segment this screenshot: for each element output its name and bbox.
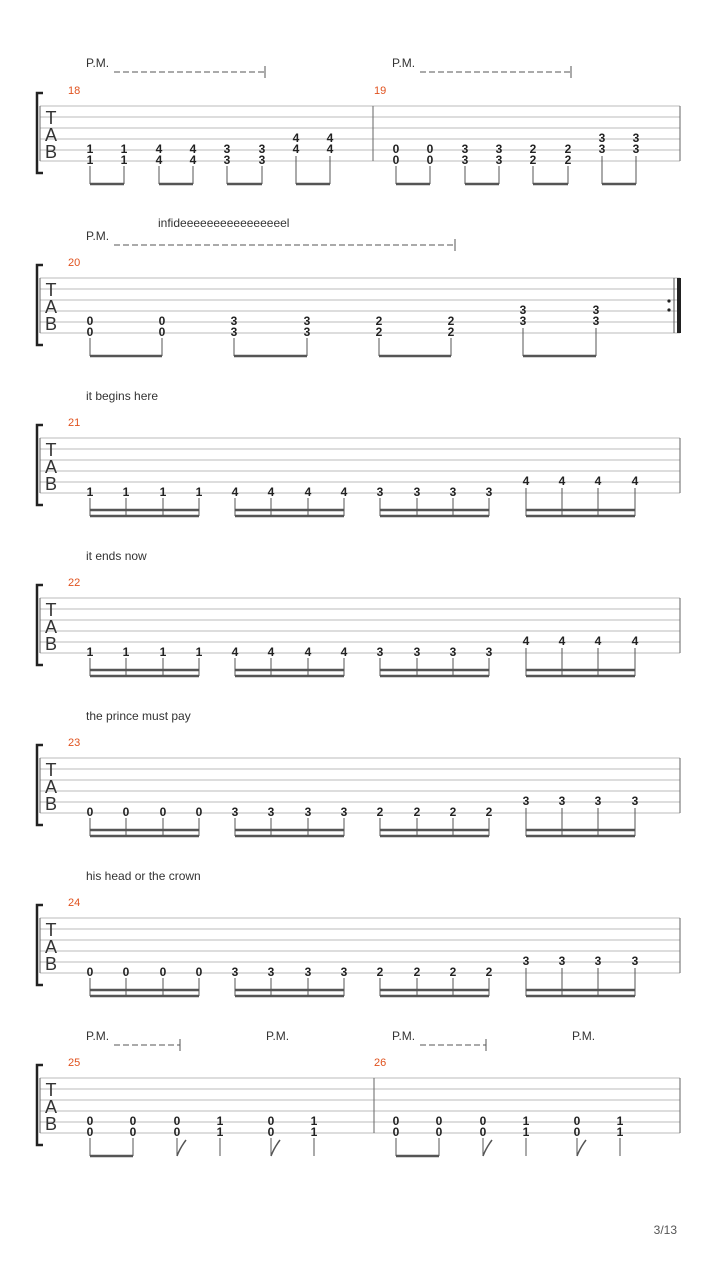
fret-number: 0 bbox=[122, 805, 130, 819]
tab-clef-b: B bbox=[44, 794, 58, 814]
rhythm-beams bbox=[90, 156, 636, 184]
fret-number: 0 bbox=[173, 1114, 181, 1128]
fret-number: 3 bbox=[303, 325, 311, 339]
fret-number: 4 bbox=[304, 645, 312, 659]
repeat-end-barline bbox=[667, 278, 681, 333]
fret-number: 4 bbox=[326, 131, 334, 145]
fret-number: 1 bbox=[120, 142, 128, 156]
fret-number: 2 bbox=[485, 805, 493, 819]
measure-21-notes bbox=[87, 474, 639, 499]
fret-number: 4 bbox=[340, 645, 348, 659]
measure-24-notes bbox=[87, 954, 639, 979]
lyric-text: it begins here bbox=[86, 389, 159, 403]
fret-number: 3 bbox=[303, 314, 311, 328]
fret-number: 0 bbox=[267, 1114, 275, 1128]
staff-lines bbox=[40, 106, 680, 161]
fret-number: 2 bbox=[449, 805, 457, 819]
fret-number: 0 bbox=[158, 325, 166, 339]
fret-number: 0 bbox=[392, 1125, 400, 1139]
fret-number: 3 bbox=[231, 965, 239, 979]
fret-number: 3 bbox=[413, 485, 421, 499]
tab-clef-t: T bbox=[45, 108, 57, 128]
eighth-note-flags bbox=[177, 1140, 586, 1156]
rhythm-beams bbox=[90, 648, 635, 676]
fret-number: 4 bbox=[304, 485, 312, 499]
fret-number: 3 bbox=[631, 794, 639, 808]
tab-clef-b: B bbox=[44, 142, 58, 162]
fret-number: 2 bbox=[447, 325, 455, 339]
fret-number: 2 bbox=[449, 965, 457, 979]
fret-number: 1 bbox=[159, 485, 167, 499]
measure-number: 19 bbox=[374, 85, 387, 97]
fret-number: 2 bbox=[375, 325, 383, 339]
fret-number: 0 bbox=[86, 965, 94, 979]
fret-number: 1 bbox=[616, 1114, 624, 1128]
measure-23-notes bbox=[87, 794, 639, 819]
tab-clef-b: B bbox=[44, 954, 58, 974]
system-5 bbox=[37, 709, 680, 836]
fret-number: 0 bbox=[267, 1125, 275, 1139]
fret-number: 0 bbox=[86, 1114, 94, 1128]
fret-number: 3 bbox=[449, 485, 457, 499]
fret-number: 0 bbox=[195, 805, 203, 819]
fret-number: 3 bbox=[495, 153, 503, 167]
fret-number: 4 bbox=[631, 474, 639, 488]
palm-mute-label: P.M. bbox=[86, 229, 110, 243]
fret-number: 0 bbox=[573, 1125, 581, 1139]
fret-number: 4 bbox=[292, 131, 300, 145]
tab-clef-t: T bbox=[45, 1080, 57, 1100]
fret-number: 3 bbox=[267, 805, 275, 819]
fret-number: 2 bbox=[376, 965, 384, 979]
fret-number: 4 bbox=[189, 142, 197, 156]
fret-number: 1 bbox=[310, 1125, 318, 1139]
fret-number: 4 bbox=[267, 485, 275, 499]
fret-number: 3 bbox=[304, 805, 312, 819]
fret-number: 4 bbox=[155, 142, 163, 156]
palm-mute-label: P.M. bbox=[86, 1029, 110, 1043]
fret-number: 2 bbox=[564, 142, 572, 156]
fret-number: 3 bbox=[592, 314, 600, 328]
fret-number: 3 bbox=[258, 142, 266, 156]
fret-number: 1 bbox=[86, 142, 94, 156]
measure-22-notes bbox=[87, 634, 639, 659]
fret-number: 0 bbox=[86, 314, 94, 328]
system-1 bbox=[37, 56, 680, 184]
fret-number: 3 bbox=[558, 794, 566, 808]
system-3 bbox=[37, 389, 680, 516]
fret-number: 2 bbox=[375, 314, 383, 328]
fret-number: 3 bbox=[598, 131, 606, 145]
fret-number: 4 bbox=[340, 485, 348, 499]
fret-number: 3 bbox=[230, 314, 238, 328]
fret-number: 1 bbox=[195, 645, 203, 659]
fret-number: 1 bbox=[86, 645, 94, 659]
fret-number: 2 bbox=[485, 965, 493, 979]
fret-number: 4 bbox=[292, 142, 300, 156]
tab-clef-a: A bbox=[44, 937, 58, 957]
palm-mute-label: P.M. bbox=[266, 1029, 290, 1043]
fret-number: 3 bbox=[413, 645, 421, 659]
tab-clef-t: T bbox=[45, 600, 57, 620]
tab-clef-b: B bbox=[44, 634, 58, 654]
measure-number: 21 bbox=[68, 417, 81, 429]
fret-number: 3 bbox=[598, 142, 606, 156]
fret-number: 1 bbox=[522, 1114, 530, 1128]
fret-number: 0 bbox=[86, 325, 94, 339]
fret-number: 2 bbox=[529, 142, 537, 156]
fret-number: 3 bbox=[631, 954, 639, 968]
fret-number: 4 bbox=[594, 634, 602, 648]
fret-number: 1 bbox=[120, 153, 128, 167]
fret-number: 3 bbox=[519, 303, 527, 317]
fret-number: 1 bbox=[616, 1125, 624, 1139]
fret-number: 3 bbox=[376, 645, 384, 659]
fret-number: 1 bbox=[86, 485, 94, 499]
fret-number: 2 bbox=[564, 153, 572, 167]
tab-clef-t: T bbox=[45, 440, 57, 460]
fret-number: 3 bbox=[376, 485, 384, 499]
fret-number: 1 bbox=[86, 153, 94, 167]
fret-number: 3 bbox=[461, 153, 469, 167]
fret-number: 0 bbox=[159, 805, 167, 819]
fret-number: 3 bbox=[230, 325, 238, 339]
fret-number: 1 bbox=[216, 1125, 224, 1139]
fret-number: 3 bbox=[495, 142, 503, 156]
fret-number: 4 bbox=[326, 142, 334, 156]
fret-number: 0 bbox=[479, 1114, 487, 1128]
fret-number: 0 bbox=[158, 314, 166, 328]
measure-26-notes bbox=[393, 1114, 624, 1139]
fret-number: 4 bbox=[631, 634, 639, 648]
fret-number: 1 bbox=[195, 485, 203, 499]
tab-clef-b: B bbox=[44, 314, 58, 334]
fret-number: 3 bbox=[449, 645, 457, 659]
fret-number: 0 bbox=[392, 142, 400, 156]
fret-number: 4 bbox=[558, 634, 566, 648]
fret-number: 2 bbox=[376, 805, 384, 819]
measure-number: 23 bbox=[68, 737, 81, 749]
fret-number: 0 bbox=[392, 153, 400, 167]
fret-number: 0 bbox=[435, 1125, 443, 1139]
fret-number: 3 bbox=[485, 485, 493, 499]
tab-clef-b: B bbox=[44, 474, 58, 494]
fret-number: 0 bbox=[392, 1114, 400, 1128]
measure-19-notes bbox=[393, 131, 640, 167]
fret-number: 3 bbox=[267, 965, 275, 979]
fret-number: 0 bbox=[159, 965, 167, 979]
fret-number: 3 bbox=[461, 142, 469, 156]
palm-mute-label: P.M. bbox=[86, 56, 110, 70]
tab-clef-a: A bbox=[44, 777, 58, 797]
fret-number: 2 bbox=[447, 314, 455, 328]
measure-number: 25 bbox=[68, 1057, 81, 1069]
fret-number: 0 bbox=[122, 965, 130, 979]
fret-number: 4 bbox=[189, 153, 197, 167]
fret-number: 3 bbox=[223, 142, 231, 156]
tab-clef-t: T bbox=[45, 760, 57, 780]
fret-number: 3 bbox=[231, 805, 239, 819]
tab-clef-a: A bbox=[44, 125, 58, 145]
fret-number: 3 bbox=[223, 153, 231, 167]
fret-number: 3 bbox=[258, 153, 266, 167]
fret-number: 4 bbox=[558, 474, 566, 488]
rhythm-beams bbox=[90, 808, 635, 836]
tab-clef-a: A bbox=[44, 457, 58, 477]
system-7 bbox=[37, 1029, 680, 1156]
tab-clef-a: A bbox=[44, 617, 58, 637]
fret-number: 2 bbox=[529, 153, 537, 167]
fret-number: 3 bbox=[592, 303, 600, 317]
fret-number: 2 bbox=[413, 965, 421, 979]
tab-clef-b: B bbox=[44, 1114, 58, 1134]
fret-number: 3 bbox=[594, 794, 602, 808]
fret-number: 4 bbox=[155, 153, 163, 167]
fret-number: 4 bbox=[267, 645, 275, 659]
staff-lines bbox=[40, 278, 680, 333]
palm-mute-label: P.M. bbox=[572, 1029, 596, 1043]
system-6 bbox=[37, 869, 680, 996]
staff-lines bbox=[40, 598, 680, 653]
lyric-text: it ends now bbox=[86, 549, 147, 563]
fret-number: 3 bbox=[522, 954, 530, 968]
palm-mute-label: P.M. bbox=[392, 56, 416, 70]
fret-number: 3 bbox=[340, 965, 348, 979]
fret-number: 1 bbox=[522, 1125, 530, 1139]
tab-clef-a: A bbox=[44, 297, 58, 317]
page-number: 3/13 bbox=[653, 1223, 677, 1237]
fret-number: 4 bbox=[594, 474, 602, 488]
measure-number: 26 bbox=[374, 1057, 387, 1069]
palm-mute-label: P.M. bbox=[392, 1029, 416, 1043]
fret-number: 3 bbox=[632, 142, 640, 156]
rhythm-beams bbox=[90, 1138, 620, 1156]
lyric-text: the prince must pay bbox=[86, 709, 191, 723]
rhythm-beams bbox=[90, 328, 596, 356]
staff-lines bbox=[40, 758, 680, 813]
fret-number: 0 bbox=[173, 1125, 181, 1139]
fret-number: 1 bbox=[310, 1114, 318, 1128]
system-4 bbox=[37, 549, 680, 676]
system-2 bbox=[37, 216, 681, 356]
fret-number: 1 bbox=[122, 485, 130, 499]
tab-clef-t: T bbox=[45, 920, 57, 940]
lyric-text: his head or the crown bbox=[86, 869, 201, 883]
fret-number: 2 bbox=[413, 805, 421, 819]
fret-number: 3 bbox=[558, 954, 566, 968]
fret-number: 0 bbox=[426, 153, 434, 167]
fret-number: 4 bbox=[522, 634, 530, 648]
staff-lines bbox=[40, 918, 680, 973]
fret-number: 1 bbox=[216, 1114, 224, 1128]
tab-clef-t: T bbox=[45, 280, 57, 300]
fret-number: 4 bbox=[522, 474, 530, 488]
fret-number: 3 bbox=[304, 965, 312, 979]
rhythm-beams bbox=[90, 488, 635, 516]
fret-number: 4 bbox=[231, 645, 239, 659]
fret-number: 1 bbox=[122, 645, 130, 659]
fret-number: 0 bbox=[479, 1125, 487, 1139]
fret-number: 0 bbox=[195, 965, 203, 979]
fret-number: 3 bbox=[522, 794, 530, 808]
fret-number: 3 bbox=[594, 954, 602, 968]
fret-number: 0 bbox=[86, 1125, 94, 1139]
fret-number: 0 bbox=[129, 1125, 137, 1139]
fret-number: 4 bbox=[231, 485, 239, 499]
tab-clef-a: A bbox=[44, 1097, 58, 1117]
rhythm-beams bbox=[90, 968, 635, 996]
fret-number: 3 bbox=[340, 805, 348, 819]
lyric-text: infideeeeeeeeeeeeeeeel bbox=[158, 216, 290, 230]
fret-number: 1 bbox=[159, 645, 167, 659]
fret-number: 3 bbox=[485, 645, 493, 659]
staff-lines bbox=[40, 438, 680, 493]
measure-number: 18 bbox=[68, 85, 81, 97]
fret-number: 3 bbox=[519, 314, 527, 328]
fret-number: 0 bbox=[435, 1114, 443, 1128]
fret-number: 3 bbox=[632, 131, 640, 145]
measure-18-notes bbox=[87, 131, 334, 167]
fret-number: 0 bbox=[129, 1114, 137, 1128]
measure-number: 20 bbox=[68, 257, 81, 269]
measure-25-notes bbox=[87, 1114, 318, 1139]
measure-number: 22 bbox=[68, 577, 81, 589]
fret-number: 0 bbox=[426, 142, 434, 156]
fret-number: 0 bbox=[573, 1114, 581, 1128]
fret-number: 0 bbox=[86, 805, 94, 819]
measure-number: 24 bbox=[68, 897, 81, 909]
